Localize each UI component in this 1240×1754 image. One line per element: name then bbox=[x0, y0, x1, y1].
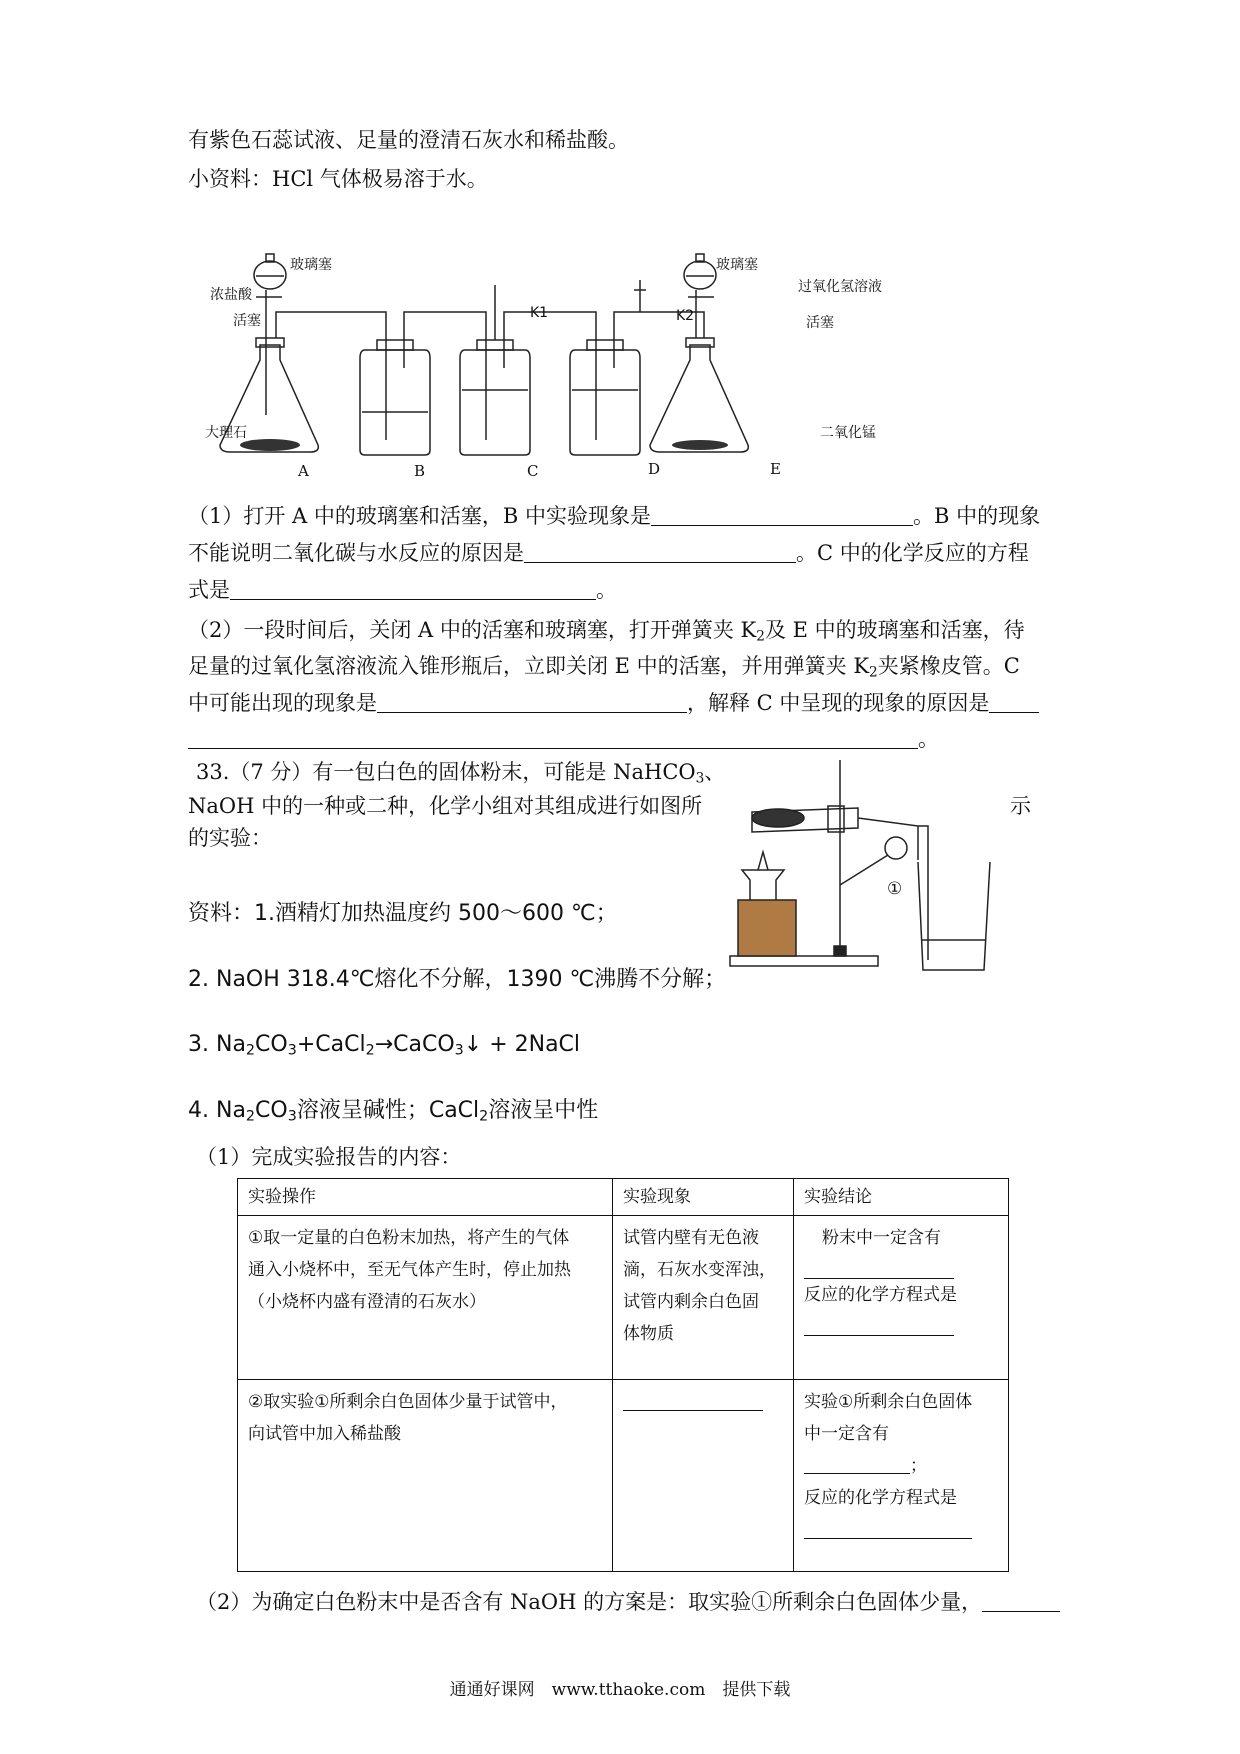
info-line-3 bbox=[188, 1031, 580, 1065]
q1-text-3b: 。 bbox=[596, 578, 617, 602]
info4-a: 4. Na bbox=[188, 1098, 246, 1123]
row2-conclusion bbox=[794, 1380, 1009, 1572]
q2-text-4-end: 。 bbox=[918, 727, 939, 751]
info-line-4 bbox=[188, 1097, 598, 1131]
answer-blank[interactable] bbox=[524, 542, 796, 563]
bottle-letter-b: B bbox=[414, 462, 426, 480]
sub-2: 2 bbox=[245, 1042, 256, 1059]
note-line: 小资料：HCl 气体极易溶于水。 bbox=[188, 167, 488, 191]
info3-b: CO bbox=[255, 1032, 288, 1057]
answer-blank[interactable] bbox=[804, 1453, 910, 1474]
answer-blank[interactable] bbox=[804, 1311, 954, 1336]
row1-conclusion bbox=[794, 1216, 1009, 1380]
q1-line-3 bbox=[188, 576, 617, 604]
label-glass-stopper-right: 玻璃塞 bbox=[716, 257, 758, 273]
label-glass-stopper-left: 玻璃塞 bbox=[290, 257, 332, 273]
q2-text-3a: 中可能出现的现象是 bbox=[188, 691, 377, 715]
answer-blank[interactable] bbox=[804, 1254, 954, 1279]
q33-line-1 bbox=[196, 758, 725, 792]
row2-phenomenon bbox=[613, 1380, 794, 1572]
row1-concl-a: 粉末中一定含有 bbox=[822, 1228, 941, 1248]
q2-line-2 bbox=[188, 652, 1020, 686]
answer-blank[interactable] bbox=[377, 692, 687, 713]
q1-text-3a: 式是 bbox=[188, 578, 230, 602]
q33-line-3: 的实验： bbox=[188, 826, 272, 850]
q33-text-1: 33.（7 分）有一包白色的固体粉末，可能是 NaHCO bbox=[196, 760, 696, 784]
q2-line-1 bbox=[188, 616, 1025, 650]
q1-line-1 bbox=[188, 502, 1040, 530]
sub-3: 3 bbox=[287, 1042, 297, 1059]
q33-line-2-end: 示 bbox=[1010, 794, 1031, 818]
row2-op-line: 向试管中加入稀盐酸 bbox=[248, 1424, 401, 1444]
q2-line-4 bbox=[188, 725, 939, 753]
info3-e: ↓ + 2NaCl bbox=[463, 1032, 581, 1057]
q2-text-3b: ，解释 C 中呈现的现象的原因是 bbox=[687, 691, 990, 715]
row1-phen-line: 体物质 bbox=[623, 1324, 674, 1344]
answer-blank[interactable] bbox=[982, 1591, 1060, 1612]
info4-d: 溶液呈中性 bbox=[488, 1098, 599, 1123]
bottle-letter-c: C bbox=[527, 462, 539, 480]
row2-concl-b: 反应的化学方程式是 bbox=[804, 1488, 957, 1508]
label-h2o2: 过氧化氢溶液 bbox=[798, 279, 882, 295]
q2-text-1: （2）一段时间后，关闭 A 中的活塞和玻璃塞，打开弹簧夹 K bbox=[188, 618, 757, 642]
row1-operation bbox=[238, 1216, 613, 1380]
header-conclusion: 实验结论 bbox=[794, 1179, 1009, 1216]
q1-text-1b: 。B 中的现象 bbox=[912, 504, 1041, 528]
label-mno2: 二氧化锰 bbox=[820, 425, 876, 441]
q2-sub-2: 2 bbox=[869, 664, 878, 681]
flask-letter-a: A bbox=[298, 462, 309, 480]
row2-op-line: ②取实验①所剩余白色固体少量于试管中， bbox=[248, 1392, 568, 1412]
row2-concl-a-line: 中一定含有 bbox=[804, 1424, 889, 1444]
q1-text-1a: （1）打开 A 中的玻璃塞和活塞，B 中实验现象是 bbox=[188, 504, 651, 528]
label-conc-hcl: 浓盐酸 bbox=[210, 287, 252, 303]
q1-line-2 bbox=[188, 539, 1029, 567]
sub-3: 3 bbox=[454, 1042, 464, 1059]
answer-blank[interactable] bbox=[188, 728, 918, 749]
info4-c: 溶液呈碱性；CaCl bbox=[296, 1098, 480, 1123]
table-header-row bbox=[238, 1179, 1009, 1216]
row1-op-line: ①取一定量的白色粉末加热，将产生的气体 bbox=[248, 1228, 570, 1248]
label-marble: 大理石 bbox=[205, 425, 247, 441]
sub-2: 2 bbox=[479, 1108, 489, 1125]
q2-text-2: 足量的过氧化氢溶液流入锥形瓶后，立即关闭 E 中的活塞，并用弹簧夹 K bbox=[188, 654, 870, 678]
intro-line: 有紫色石蕊试液、足量的澄清石灰水和稀盐酸。 bbox=[188, 128, 629, 152]
q33-line-2: NaOH 中的一种或二种，化学小组对其组成进行如图所 bbox=[188, 794, 703, 818]
sub-2: 2 bbox=[245, 1108, 256, 1125]
table-row bbox=[238, 1216, 1009, 1380]
report-table bbox=[237, 1178, 1009, 1572]
bottle-letter-d: D bbox=[648, 460, 661, 478]
q1-text-2b: 。C 中的化学反应的方程 bbox=[796, 541, 1029, 565]
label-k2: K2 bbox=[676, 308, 695, 324]
flask-letter-e: E bbox=[770, 460, 781, 478]
answer-blank[interactable] bbox=[651, 505, 913, 526]
info3-a: 3. Na bbox=[188, 1032, 246, 1057]
sub-3: 3 bbox=[287, 1108, 297, 1125]
info-line-2: 2. NaOH 318.4℃熔化不分解，1390 ℃沸腾不分解； bbox=[188, 967, 727, 992]
row1-phen-line: 试管内壁有无色液 bbox=[623, 1228, 759, 1248]
q2-line-3 bbox=[188, 689, 1039, 717]
row2-concl-a-line: 实验①所剩余白色固体 bbox=[804, 1392, 973, 1412]
page-footer: 通通好课网 www.tthaoke.com 提供下载 bbox=[449, 1680, 791, 1700]
apparatus-circle-label: ① bbox=[887, 879, 903, 899]
row2-blank-line bbox=[804, 1450, 998, 1482]
info-line-1: 资料：1.酒精灯加热温度约 500～600 ℃； bbox=[188, 901, 618, 926]
label-stopcock-right: 活塞 bbox=[806, 315, 834, 331]
q2-text-2-rest: 夹紧橡皮管。C bbox=[877, 654, 1020, 678]
info3-c: +CaCl bbox=[296, 1032, 366, 1057]
report-intro: （1）完成实验报告的内容： bbox=[196, 1145, 462, 1169]
label-k1: K1 bbox=[530, 305, 549, 321]
heating-apparatus-diagram bbox=[728, 760, 998, 975]
answer-blank[interactable] bbox=[230, 579, 596, 600]
row1-op-line: 通入小烧杯中，至无气体产生时，停止加热 bbox=[248, 1260, 571, 1280]
answer-blank[interactable] bbox=[623, 1386, 763, 1411]
row2-semicolon: ； bbox=[910, 1456, 927, 1476]
q-final-text: （2）为确定白色粉末中是否含有 NaOH 的方案是：取实验①所剩余白色固体少量， bbox=[196, 1590, 983, 1614]
q2-sub-1: 2 bbox=[756, 628, 765, 645]
row1-concl-b: 反应的化学方程式是 bbox=[804, 1285, 957, 1305]
q2-text-1-rest: 及 E 中的玻璃塞和活塞，待 bbox=[764, 618, 1025, 642]
info4-b: CO bbox=[255, 1098, 288, 1123]
q-final-line bbox=[196, 1588, 1060, 1616]
row1-phen-line: 试管内剩余白色固 bbox=[623, 1292, 759, 1312]
q1-text-2a: 不能说明二氧化碳与水反应的原因是 bbox=[188, 541, 524, 565]
answer-blank[interactable] bbox=[989, 692, 1039, 713]
table-row bbox=[238, 1380, 1009, 1572]
row1-phen-line: 滴，石灰水变浑浊， bbox=[623, 1260, 776, 1280]
label-stopcock-left: 活塞 bbox=[233, 313, 261, 329]
sub-2: 2 bbox=[365, 1042, 375, 1059]
header-phenomenon: 实验现象 bbox=[613, 1179, 794, 1216]
q33-sub-1: 3 bbox=[695, 770, 705, 787]
q33-text-1-end: 、 bbox=[704, 760, 726, 784]
row1-phenomenon bbox=[613, 1216, 794, 1380]
info3-d: →CaCO bbox=[374, 1032, 455, 1057]
row1-op-line: （小烧杯内盛有澄清的石灰水） bbox=[248, 1292, 486, 1312]
header-operation: 实验操作 bbox=[238, 1179, 613, 1216]
answer-blank[interactable] bbox=[804, 1514, 972, 1539]
row2-operation bbox=[238, 1380, 613, 1572]
